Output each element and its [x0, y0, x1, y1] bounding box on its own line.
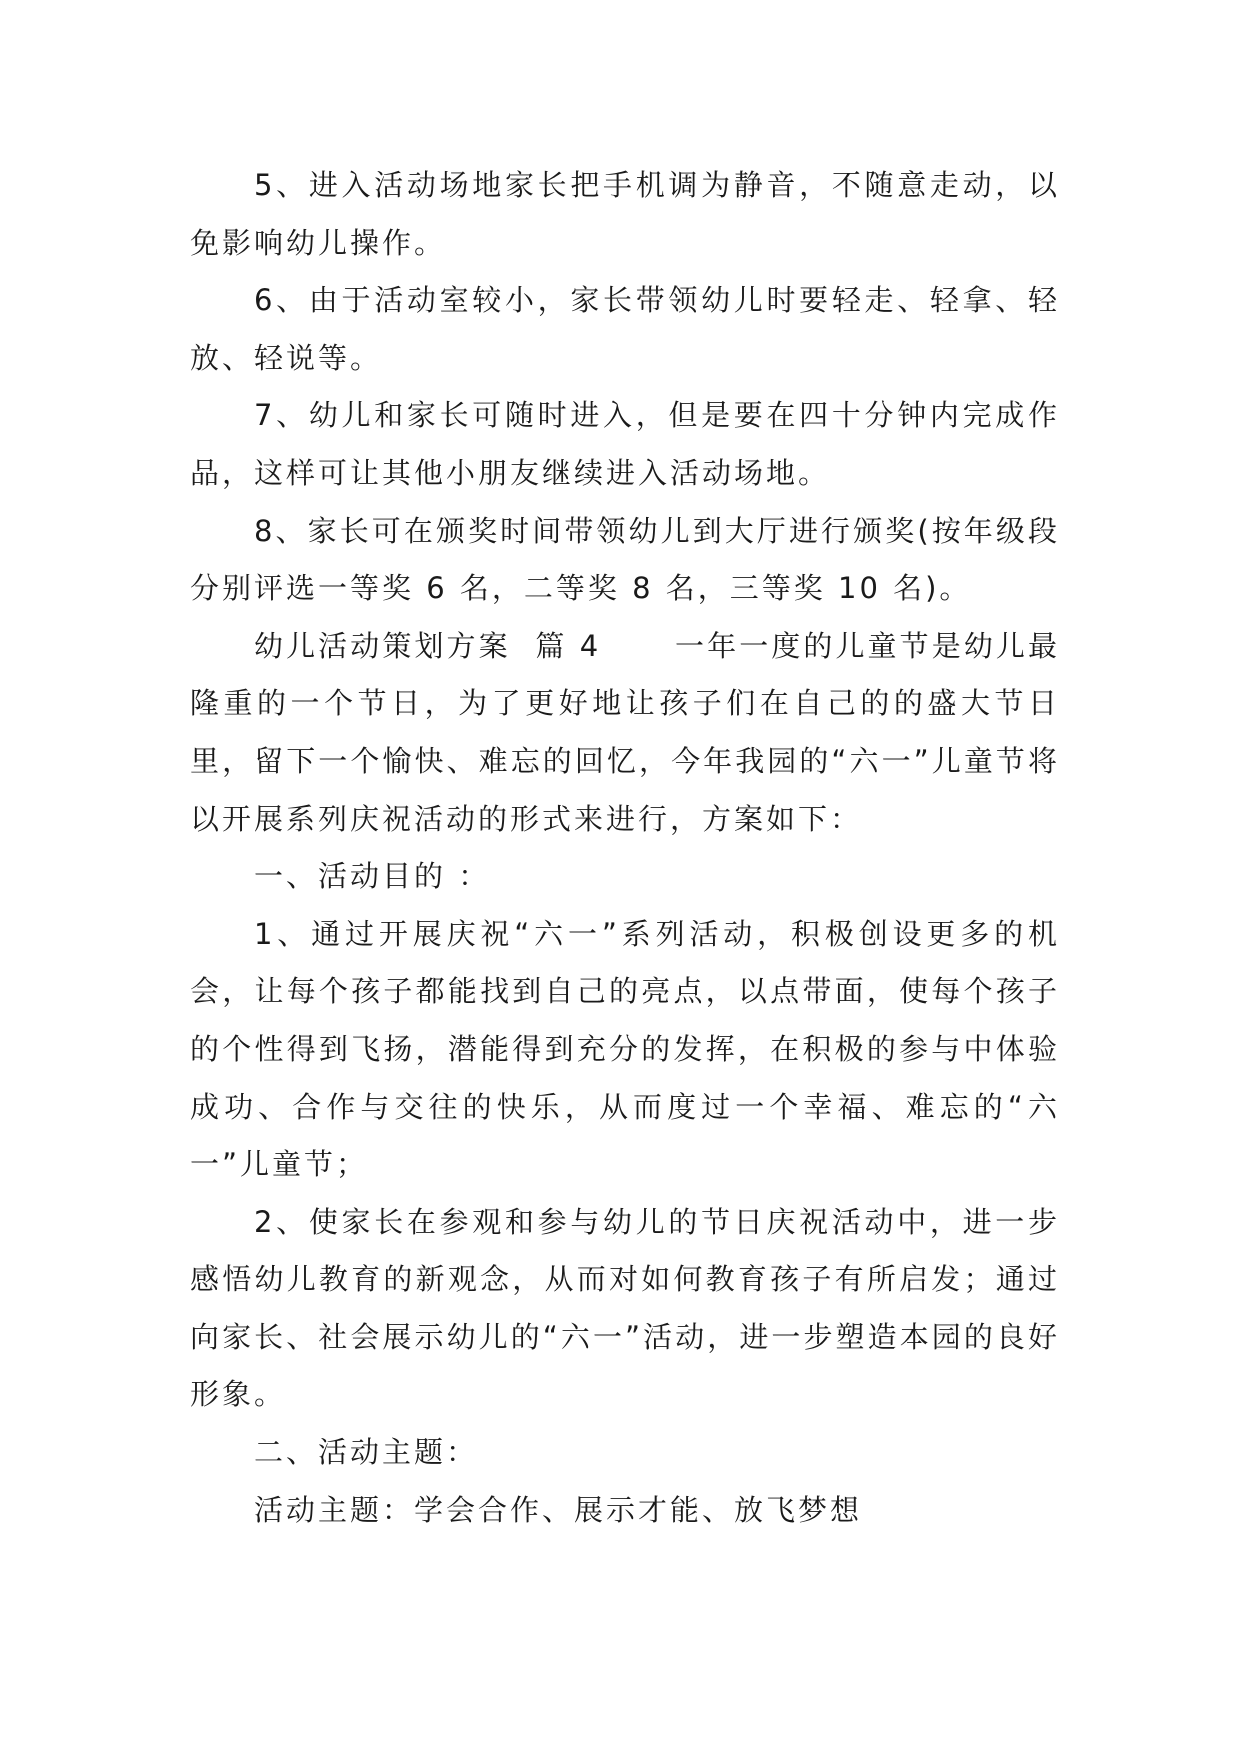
section-heading-theme: 二、活动主题： [254, 1435, 479, 1470]
section-heading-purpose: 一、活动目的 ： [254, 859, 491, 894]
paragraph-rule-8: 8、家长可在颁奖时间带领幼儿到大厅进行颁奖(按年级段分别评选一等奖 6 名，二等奖 8 名，三等奖 10 名)。 [190, 513, 1060, 606]
paragraph-purpose-2: 2、使家长在参观和参与幼儿的节日庆祝活动中，进一步感悟幼儿教育的新观念，从而对如何教育孩子有所启发；通过向家长、社会展示幼儿的“六一”活动，进一步塑造本园的良好形象。 [190, 1204, 1060, 1412]
paragraph-purpose-1: 1、通过开展庆祝“六一”系列活动，积极创设更多的机会，让每个孩子都能找到自己的亮点，以点带面，使每个孩子的个性得到飞扬，潜能得到充分的发挥，在积极的参与中体验成功、合作与交往的快乐，从而度过一个幸福、难忘的“六一”儿童节； [190, 916, 1060, 1182]
document-body [190, 157, 1060, 1539]
paragraph-rule-6: 6、由于活动室较小，家长带领幼儿时要轻走、轻拿、轻放、轻说等。 [190, 283, 1060, 375]
paragraph-theme: 活动主题：学会合作、展示才能、放飞梦想 [254, 1492, 863, 1527]
paragraph-rule-7: 7、幼儿和家长可随时进入，但是要在四十分钟内完成作品，这样可让其他小朋友继续进入活动场地。 [190, 398, 1060, 490]
paragraph-rule-5: 5、进入活动场地家长把手机调为静音，不随意走动，以免影响幼儿操作。 [190, 168, 1060, 260]
paragraph-plan-4-intro: 幼儿活动策划方案 篇 4 一年一度的儿童节是幼儿最隆重的一个节日，为了更好地让孩子们在自己的的盛大节日里，留下一个愉快、难忘的回忆，今年我园的“六一”儿童节将以开展系列庆祝活动的形式来进行，方案如下： [190, 628, 1060, 836]
